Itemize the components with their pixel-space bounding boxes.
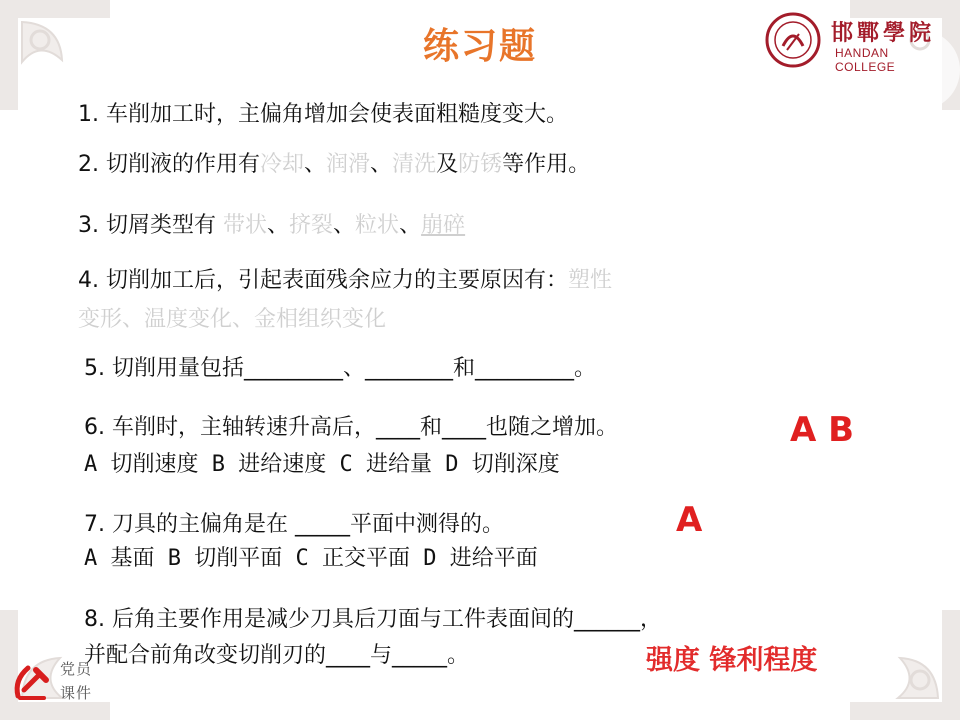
- question-5: 5. 切削用量包括_________、________和_________。: [84, 356, 596, 381]
- question-2-sep-2: 、: [370, 152, 393, 177]
- question-8-answer: 强度 锋利程度: [646, 645, 818, 676]
- question-7-answer: A: [676, 500, 703, 540]
- question-4-answer-line-2: 变形、温度变化、金相组织变化: [78, 307, 387, 332]
- corner-ornament-bottom-right: [850, 610, 960, 720]
- page-title: 练习题: [422, 26, 537, 67]
- question-2-prefix: 2. 切削液的作用有: [78, 152, 260, 177]
- question-4: [78, 266, 612, 296]
- question-6: 6. 车削时，主轴转速升高后，____和____也随之增加。: [84, 415, 618, 440]
- question-3-prefix: 3. 切屑类型有: [78, 213, 223, 238]
- question-4-answer-1: 塑性: [568, 268, 613, 293]
- college-seal-icon: [765, 12, 821, 68]
- question-2-answer-3: 清洗: [392, 152, 437, 177]
- question-1: 1. 车削加工时，主偏角增加会使表面粗糙度变大。: [78, 102, 568, 127]
- college-name-en: HANDAN COLLEGE: [835, 46, 896, 74]
- question-3-answer-3: 粒状: [355, 213, 400, 238]
- question-8-line-2: 并配合前角改变切削刃的____与_____。: [84, 643, 470, 668]
- college-name-cn: 邯鄲學院: [831, 21, 936, 46]
- party-emblem-icon: [10, 660, 54, 704]
- question-4-prefix: 4. 切削加工后，引起表面残余应力的主要原因有：: [78, 268, 568, 293]
- question-2-answer-1: 冷却: [259, 152, 304, 177]
- question-7-options: A 基面 B 切削平面 C 正交平面 D 进给平面: [84, 546, 538, 571]
- question-2-answer-4: 防锈: [458, 152, 503, 177]
- question-2: [78, 150, 590, 180]
- question-2-answer-2: 润滑: [326, 152, 371, 177]
- question-2-suffix: 等作用。: [502, 152, 591, 177]
- question-2-sep-1: 、: [304, 152, 327, 177]
- question-3-answer-2: 挤裂: [289, 213, 334, 238]
- question-7: 7. 刀具的主偏角是在 _____平面中测得的。: [84, 512, 504, 537]
- question-3-answer-1: 带状: [222, 213, 267, 238]
- question-3-sep-1: 、: [267, 213, 290, 238]
- question-6-answer: A B: [790, 410, 855, 450]
- question-3-answer-4: 崩碎: [421, 213, 466, 238]
- question-6-options: A 切削速度 B 进给速度 C 进给量 D 切削深度: [84, 452, 560, 477]
- question-3-sep-3: 、: [399, 213, 422, 238]
- question-3-sep-2: 、: [333, 213, 356, 238]
- footer-label-1: 党员: [60, 660, 93, 678]
- college-logo: [765, 12, 950, 72]
- footer-label-2: 课件: [60, 684, 93, 702]
- party-courseware-badge: [6, 652, 101, 714]
- question-8-line-1: 8. 后角主要作用是减少刀具后刀面与工件表面间的______，: [84, 607, 662, 632]
- question-2-mid: 及: [436, 152, 459, 177]
- question-3: [78, 211, 465, 241]
